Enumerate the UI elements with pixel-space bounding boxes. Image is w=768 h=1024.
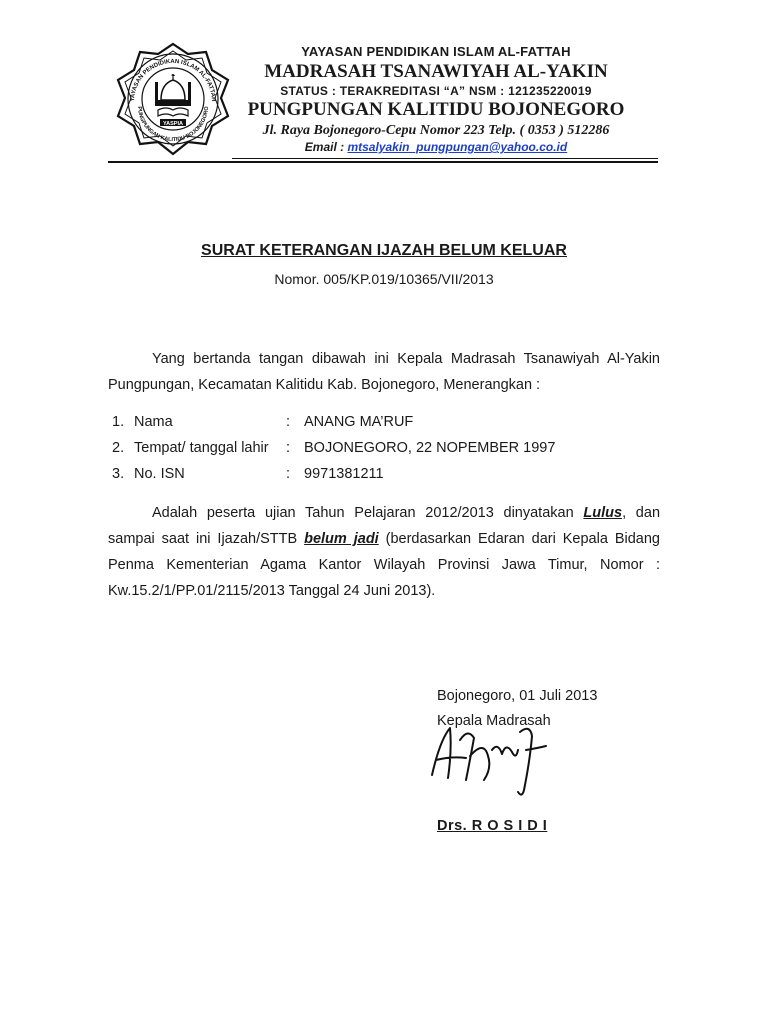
school-address: Jl. Raya Bojonegoro-Cepu Nomor 223 Telp. ( 0353 ) 512286 [262,123,610,138]
intro-text: Yang bertanda tangan dibawah ini Kepala Madrasah Tsanawiyah Al-Yakin Pungpungan, Kecamatan Kalitidu Kab. Bojonegoro, Menerangkan : [108,351,660,393]
foundation-name: YAYASAN PENDIDIKAN ISLAM AL-FATTAH [301,44,571,59]
letter-number: Nomor. 005/KP.019/10365/VII/2013 [274,271,494,287]
detail-colon: : [286,440,291,456]
email-label: Email : [304,140,348,154]
signature-role: Kepala Madrasah [437,713,551,729]
school-logo [108,40,238,160]
detail-colon: : [286,466,291,482]
letter-title-text: SURAT KETERANGAN IJAZAH BELUM KELUAR [201,242,567,259]
detail-label: Nama [134,414,173,430]
detail-colon: : [286,414,291,430]
letterhead-divider-thin [232,158,658,159]
detail-number: 1. [112,414,125,430]
handwritten-signature [422,720,552,800]
signatory-name: Drs. R O S I D I [437,818,548,834]
svg-text:YASPIA: YASPIA [163,121,183,127]
statement-text-1: Adalah peserta ujian Tahun Pelajaran 2012/2013 dinyatakan [152,505,584,521]
statement-text-2: , dan sampai saat ini Ijazah/STTB [108,505,661,547]
status-belum-jadi: belum jadi [304,531,379,547]
detail-value: BOJONEGORO, 22 NOPEMBER 1997 [304,440,556,456]
svg-text:PUNGPUNGAN KALITIDU BOJONEGORO: PUNGPUNGAN KALITIDU BOJONEGORO [135,106,211,144]
detail-value: 9971381211 [304,466,384,482]
accreditation-status: STATUS : TERAKREDITASI “A” NSM : 121235220019 [280,84,592,98]
detail-label: No. ISN [134,466,185,482]
letter-title [0,242,768,260]
intro-paragraph [108,346,660,398]
statement-paragraph [108,500,660,604]
email-line [240,140,632,154]
school-name: MADRASAH TSANAWIYAH AL-YAKIN [264,61,608,82]
detail-number: 3. [112,466,125,482]
status-lulus: Lulus [583,505,623,521]
detail-value: ANANG MA’RUF [304,414,414,430]
letterhead-divider-thick [108,161,658,163]
statement-text-3: (berdasarkan Edaran dari Kepala Bidang Penma Kementerian Agama Kantor Wilayah Provinsi Jawa Timur, Nomor : Kw.15.2/1/PP.01/2115/2013 Tanggal 24 Juni 2013). [108,531,660,599]
detail-label: Tempat/ tanggal lahir [134,440,269,456]
school-location: PUNGPUNGAN KALITIDU BOJONEGORO [247,99,625,120]
detail-number: 2. [112,440,125,456]
signature-place-date: Bojonegoro, 01 Juli 2013 [437,688,598,704]
svg-text:YAYASAN PENDIDIKAN ISLAM AL-FA: YAYASAN PENDIDIKAN ISLAM AL-FATTAH [129,58,217,102]
email-link[interactable]: mtsalyakin_pungpungan@yahoo.co.id [347,140,568,154]
